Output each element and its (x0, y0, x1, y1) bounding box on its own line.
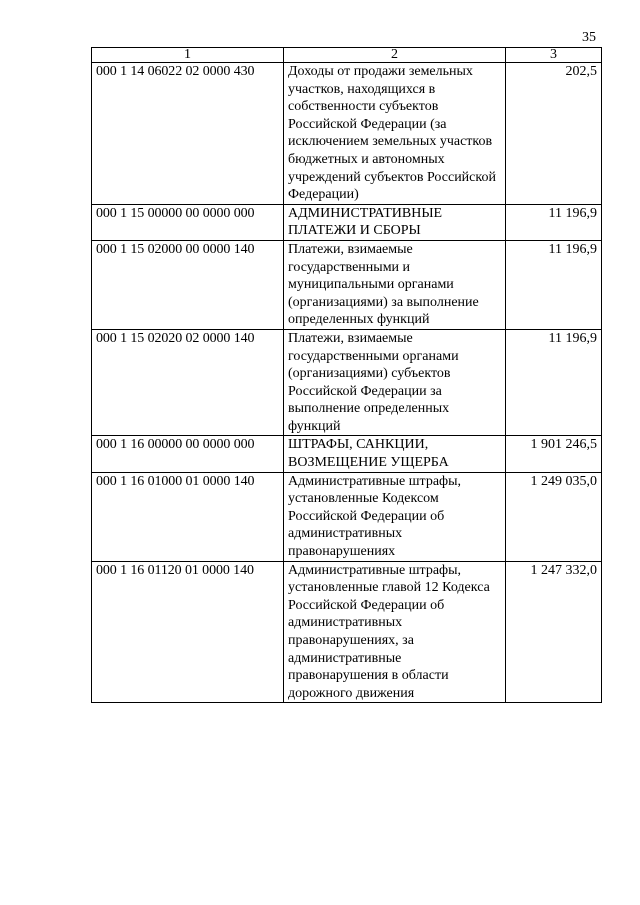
table-row (92, 329, 602, 436)
row-code: 000 1 14 06022 02 0000 430 (92, 63, 284, 205)
row-name: ШТРАФЫ, САНКЦИИ, ВОЗМЕЩЕНИЕ УЩЕРБА (284, 436, 506, 472)
row-amount: 202,5 (506, 63, 602, 205)
row-code: 000 1 16 00000 00 0000 000 (92, 436, 284, 472)
column-header-3: 3 (506, 48, 602, 63)
row-amount: 11 196,9 (506, 329, 602, 436)
table-row (92, 63, 602, 205)
row-code: 000 1 16 01120 01 0000 140 (92, 561, 284, 703)
row-code: 000 1 15 02020 02 0000 140 (92, 329, 284, 436)
row-name: Доходы от продажи земельных участков, находящихся в собственности субъектов Российской Федерации (за исключением земельных участков бюджетных и автономных учреждений субъектов Российской Федерации) (284, 63, 506, 205)
revenue-table (91, 47, 602, 703)
table-header-row (92, 48, 602, 63)
row-name: АДМИНИСТРАТИВНЫЕ ПЛАТЕЖИ И СБОРЫ (284, 204, 506, 240)
row-name: Платежи, взимаемые государственными и муниципальными органами (организациями) за выполнение определенных функций (284, 240, 506, 329)
table-row (92, 436, 602, 472)
row-amount: 11 196,9 (506, 204, 602, 240)
row-name: Платежи, взимаемые государственными органами (организациями) субъектов Российской Федерации за выполнение определенных функций (284, 329, 506, 436)
page-number: 35 (582, 30, 596, 45)
row-code: 000 1 15 02000 00 0000 140 (92, 240, 284, 329)
table-row (92, 204, 602, 240)
table-row (92, 472, 602, 561)
row-code: 000 1 15 00000 00 0000 000 (92, 204, 284, 240)
row-name: Административные штрафы, установленные главой 12 Кодекса Российской Федерации об административных правонарушениях, за административные правонарушения в области дорожного движения (284, 561, 506, 703)
row-amount: 1 249 035,0 (506, 472, 602, 561)
table-row (92, 561, 602, 703)
row-code: 000 1 16 01000 01 0000 140 (92, 472, 284, 561)
row-name: Административные штрафы, установленные Кодексом Российской Федерации об административных правонарушениях (284, 472, 506, 561)
row-amount: 1 247 332,0 (506, 561, 602, 703)
row-amount: 1 901 246,5 (506, 436, 602, 472)
table-row (92, 240, 602, 329)
column-header-2: 2 (284, 48, 506, 63)
row-amount: 11 196,9 (506, 240, 602, 329)
column-header-1: 1 (92, 48, 284, 63)
